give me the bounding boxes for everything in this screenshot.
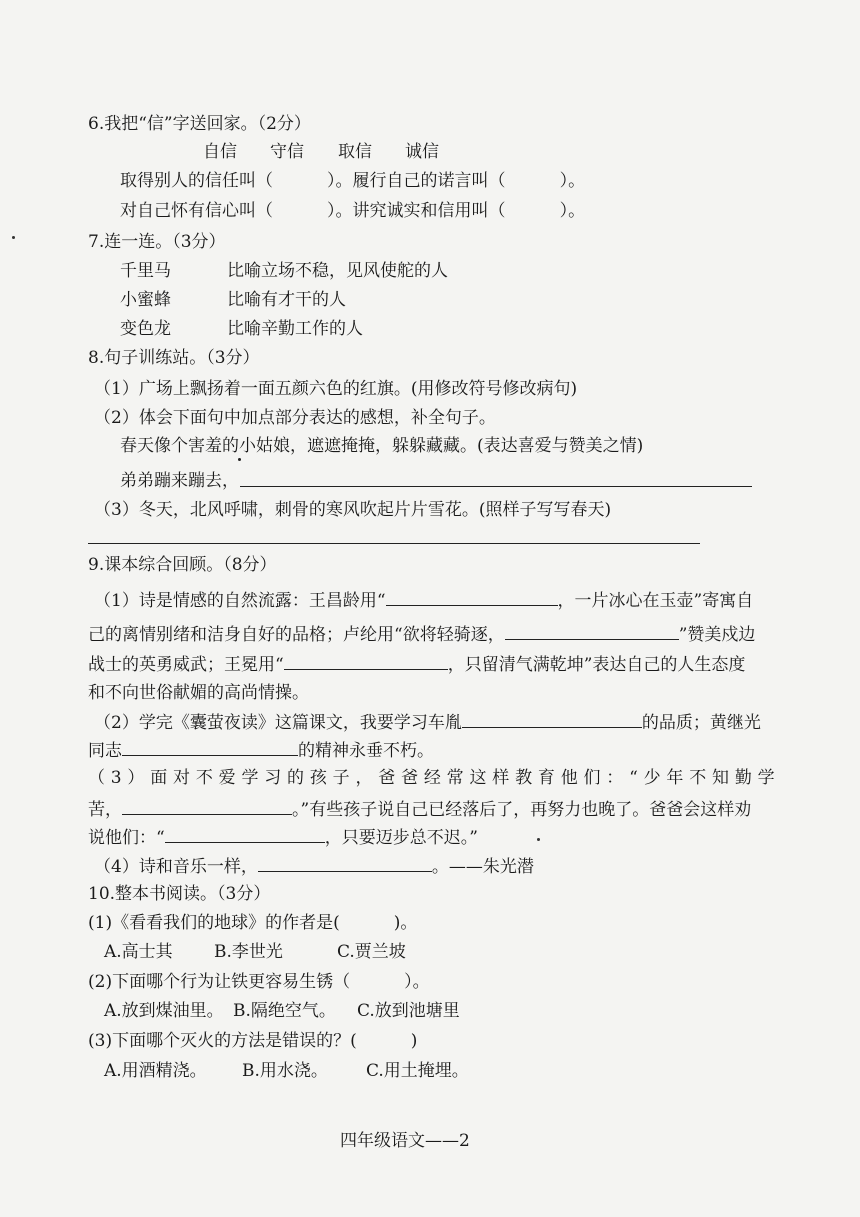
q10-item-1-option-c[interactable]: C.贾兰坡 [337, 942, 406, 962]
q9-s2-row2 [88, 738, 434, 762]
q9-blank-6[interactable] [122, 797, 292, 815]
q8-title: 8.句子训练站。（3分） [88, 348, 260, 368]
q9-s1-row1 [94, 588, 753, 612]
q8-brother-prompt: 弟弟蹦来蹦去， [120, 471, 239, 491]
q7-right-3: 比喻辛勤工作的人 [227, 319, 363, 339]
q9-s1-text-f: ，只留清气满乾坤”表达自己的人生态度 [447, 655, 746, 675]
q9-s1-text-e: 战士的英勇威武；王冕用“ [88, 655, 284, 675]
q9-blank-7[interactable] [165, 825, 325, 843]
q9-s3-row1: （ 3 ） 面 对 不 爱 学 习 的 孩 子 ， 爸 爸 经 常 这 样 教 育 他 们 ： “ 少 年 不 知 勤 学 [88, 768, 775, 788]
q9-s2-text-a: （2）学完《囊萤夜读》这篇课文，我要学习车胤 [94, 713, 462, 733]
q6-word-1: 自信 [203, 142, 237, 162]
q7-right-1: 比喻立场不稳，见风使舵的人 [227, 261, 448, 281]
q8-part-2: （2）体会下面句中加点部分表达的感想，补全句子。 [94, 408, 496, 428]
scan-speck [537, 838, 540, 841]
q8-example-dotted: 害羞的小姑娘 [188, 436, 290, 456]
q7-left-2: 小蜜蜂 [120, 290, 171, 310]
q9-blank-3[interactable] [284, 652, 448, 670]
q10-item-3-option-c[interactable]: C.用土掩埋。 [366, 1061, 469, 1081]
scan-speck [12, 236, 15, 239]
q9-blank-8[interactable] [258, 854, 432, 872]
q10-item-3-option-b[interactable]: B.用水浇。 [242, 1061, 328, 1081]
q9-blank-4[interactable] [462, 710, 642, 728]
q10-item-2-option-a[interactable]: A.放到煤油里。 [104, 1001, 224, 1021]
q10-item-1-option-a[interactable]: A.高士其 [104, 942, 173, 962]
q9-s1-text-b: ，一片冰心在玉壶”寄寓自 [557, 591, 754, 611]
q8-answer-line-1[interactable] [240, 486, 752, 487]
q10-item-1: (1)《看看我们的地球》的作者是( )。 [88, 913, 418, 933]
q9-s4-text-b: 。——朱光潜 [431, 857, 534, 877]
q9-s3-text-c: 。”有些孩子说自己已经落后了，再努力也晚了。爸爸会这样劝 [292, 800, 752, 820]
q9-s1-text-a: （1）诗是情感的自然流露：王昌龄用“ [94, 591, 386, 611]
q9-s2-text-c: 同志 [88, 741, 122, 761]
q8-answer-line-2[interactable] [88, 543, 700, 544]
q6-word-3: 取信 [338, 142, 372, 162]
q9-s3-row3 [88, 825, 478, 849]
q10-item-3-option-a[interactable]: A.用酒精浇。 [104, 1061, 207, 1081]
q9-s4-text-a: （4）诗和音乐一样， [94, 857, 258, 877]
q6-title: 6.我把“信”字送回家。（2分） [88, 114, 311, 134]
q9-s2-text-b: 的品质；黄继光 [641, 713, 761, 733]
q9-blank-1[interactable] [386, 588, 558, 606]
q9-s2-row1 [94, 710, 761, 734]
q9-s2-text-d: 的精神永垂不朽。 [298, 741, 434, 761]
q7-left-3: 变色龙 [120, 319, 171, 339]
q9-s1-row3 [88, 652, 745, 676]
q9-s1-row4: 和不向世俗献媚的高尚情操。 [88, 683, 309, 703]
q9-s3-text-d: 说他们：“ [88, 828, 165, 848]
q9-s4 [94, 854, 534, 878]
q8-example-post: ，遮遮掩掩，躲躲藏藏。(表达喜爱与赞美之情) [290, 436, 644, 456]
page-footer: 四年级语文——2 [340, 1131, 470, 1151]
q9-blank-2[interactable] [505, 622, 679, 640]
q6-word-2: 守信 [270, 142, 304, 162]
q9-s1-text-c: 己的离情别绪和洁身自好的品格；卢纶用“欲将轻骑逐， [88, 625, 505, 645]
q9-s3-row2 [88, 797, 751, 821]
q7-right-2: 比喻有才干的人 [227, 290, 346, 310]
q9-s1-row2 [88, 622, 755, 646]
q10-title: 10.整本书阅读。（3分） [88, 884, 271, 904]
q9-s1-text-d: ”赞美戍边 [678, 625, 756, 645]
q6-line-2: 对自己怀有信心叫（ ）。讲究诚实和信用叫（ ）。 [120, 201, 586, 221]
q10-item-2: (2)下面哪个行为让铁更容易生锈（ ）。 [88, 972, 430, 992]
q8-part-3: （3）冬天，北风呼啸，刺骨的寒风吹起片片雪花。(照样子写写春天) [94, 500, 612, 520]
q10-item-3: (3)下面哪个灭火的方法是错误的？( ) [88, 1031, 418, 1051]
q8-example-pre: 春天像个 [120, 436, 188, 456]
q7-left-1: 千里马 [120, 261, 171, 281]
q10-item-2-option-c[interactable]: C.放到池塘里 [357, 1001, 460, 1021]
q9-s3-text-b: 苦， [88, 800, 122, 820]
q8-part-1: （1）广场上飘扬着一面五颜六色的红旗。(用修改符号修改病句) [94, 379, 578, 399]
q9-s3-text-e: ，只要迈步总不迟。” [324, 828, 478, 848]
q6-line-1: 取得别人的信任叫（ ）。履行自己的诺言叫（ ）。 [120, 171, 586, 191]
q8-example-sentence [120, 435, 643, 457]
q6-word-4: 诚信 [405, 142, 439, 162]
q9-title: 9.课本综合回顾。（8分） [88, 555, 277, 575]
q10-item-2-option-b[interactable]: B.隔绝空气。 [233, 1001, 336, 1021]
q10-item-1-option-b[interactable]: B.李世光 [214, 942, 283, 962]
q9-blank-5[interactable] [122, 738, 298, 756]
q7-title: 7.连一连。（3分） [88, 232, 226, 252]
